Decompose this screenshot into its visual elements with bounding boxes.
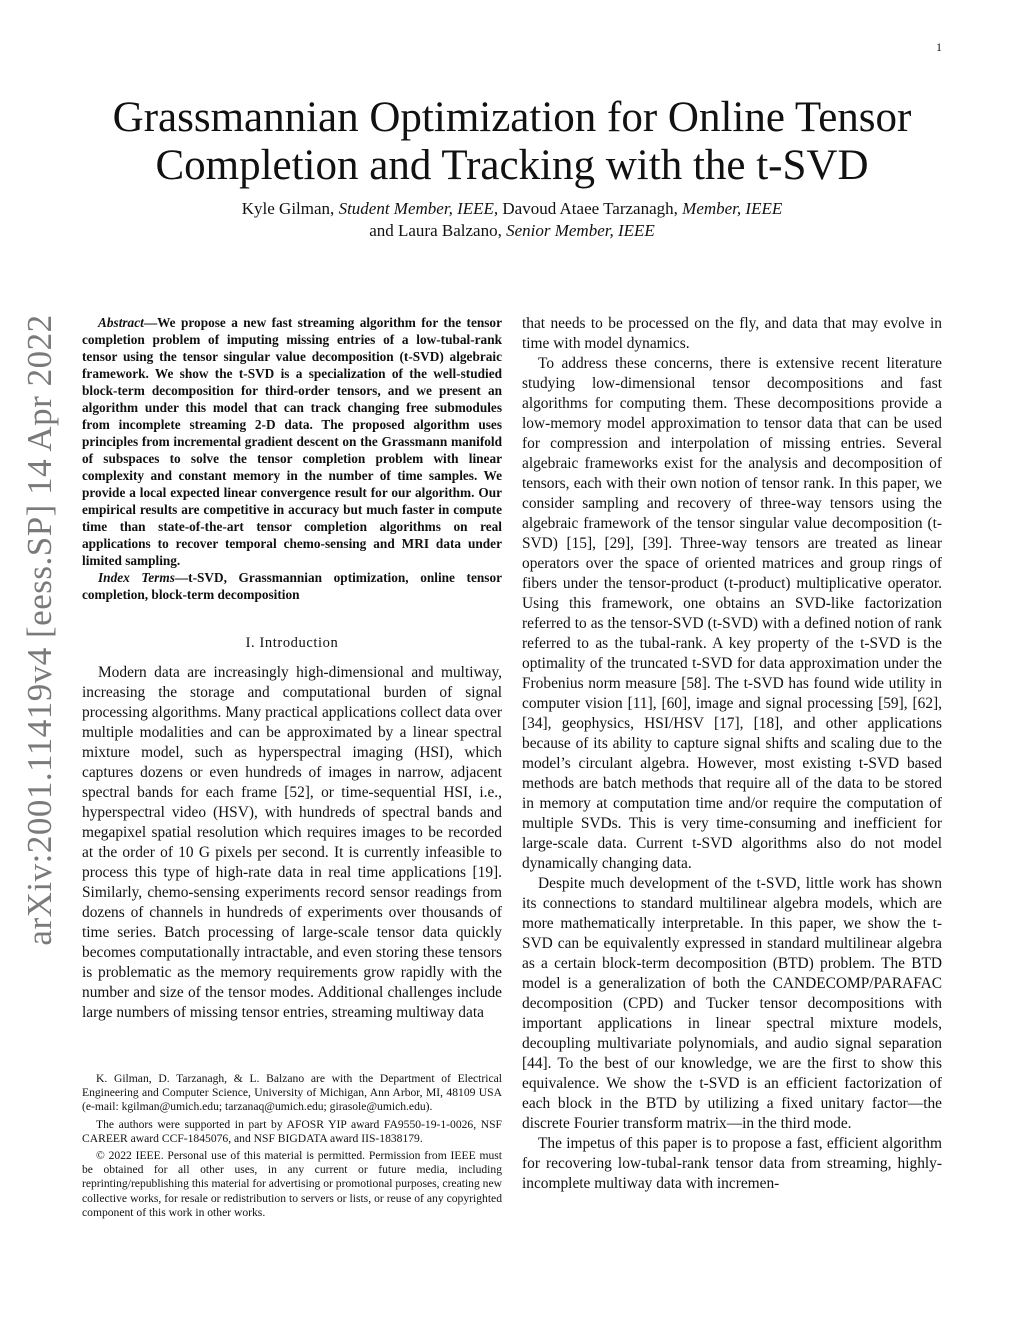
page-number: 1 — [936, 40, 942, 54]
footnote-affiliation: K. Gilman, D. Tarzanagh, & L. Balzano are with the Department of Electrical Engineering and Computer Science, University of Michigan, Ann Arbor, MI, 48109 USA (e-mail: kgilman@umich.edu; tarzanaq@umich.edu; girasole@umich.edu). — [82, 1072, 502, 1114]
author-line-1 — [100, 198, 924, 220]
abstract — [82, 314, 502, 569]
title-line-1: Grassmannian Optimization for Online Tensor — [112, 94, 912, 141]
paper-title — [100, 94, 924, 190]
author-role-c: Senior Member, IEEE — [506, 221, 655, 240]
intro-paragraph-1-continued: that needs to be processed on the fly, and data that may evolve in time with model dynamics. — [522, 315, 942, 352]
title-line-2: Completion and Tracking with the t-SVD — [155, 142, 869, 189]
intro-paragraph-2: To address these concerns, there is extensive recent literature studying low-dimensional tensor decompositions and fast algorithms for computing them. These decompositions provide a low-memory model approximation to tensor data that can be used for compression and interpolation of missing entries. Several algebraic frameworks exist for the analysis and decomposition of tensors, each with their own notion of tensor rank. In this paper, we consider sampling and recovery of three-way tensors using the algebraic framework of the tensor singular value decomposition (t-SVD) [15], [29], [39]. Three-way tensors are treated as linear operators over the space of oriented matrices and group rings of fibers under the tensor-product (t-product) multiplicative operator. Using this framework, one obtains an SVD-like factorization referred to as the tensor-SVD (t-SVD) with a defined notion of rank referred to as the tubal-rank. A key property of the t-SVD is the optimality of the truncated t-SVD for data approximation under the Frobenius norm measure [58]. The t-SVD has found wide utility in computer vision [11], [60], image and signal processing [59], [62], [34], geophysics, HSI/HSV [17], [18], and other applications because of its ability to capture signal shifts and scaling due to the model’s circulant algebra. However, most existing t-SVD based methods are batch methods that require all of the data to be stored in memory at computation time and/or require the computation of multiple SVDs. This is very time-consuming and inefficient for large-scale data. Current t-SVD algorithms also do not model dynamically changing data. — [522, 355, 942, 872]
author-names-c: and Laura Balzano, — [369, 221, 507, 240]
abstract-text: —We propose a new fast streaming algorithm for the tensor completion problem of imputing missing entries of a low-tubal-rank tensor using the tensor singular value decomposition (t-SVD) algebraic framework. We show the t-SVD is a specialization of the well-studied block-term decomposition for third-order tensors, and we present an algorithm under this model that can track changing free submodules from incomplete streaming 2-D data. The proposed algorithm uses principles from incremental gradient descent on the Grassmann manifold of subspaces to solve the tensor completion problem with linear complexity and constant memory in the number of time samples. We provide a local expected linear convergence result for our algorithm. Our empirical results are competitive in accuracy but much faster in compute time than state-of-the-art tensor completion algorithms on real applications to recover temporal chemo-sensing and MRI data under limited sampling. — [82, 315, 502, 568]
left-column — [82, 314, 502, 1023]
footnotes — [82, 1072, 502, 1223]
section-heading-introduction: I. Introduction — [245, 635, 339, 651]
index-terms — [82, 569, 502, 603]
right-column — [522, 314, 942, 1194]
footnote-funding: The authors were supported in part by AFOSR YIP award FA9550-19-1-0026, NSF CAREER award CCF-1845076, and NSF BIGDATA award IIS-1838179. — [82, 1117, 502, 1145]
intro-paragraph-3: Despite much development of the t-SVD, little work has shown its connections to standard multilinear algebra models, which are more mathematically interpretable. In this paper, we show the t-SVD can be equivalently expressed in standard multilinear algebra as a certain block-term decomposition (BTD) problem. The BTD model is a generalization of both the CANDECOMP/PARAFAC decomposition (CPD) and Tucker tensor decompositions with important applications in linear spectral mixture models, decoupling multivariate polynomials, and audio signal separation [44]. To the best of our knowledge, we are the first to show this equivalence. We show the t-SVD is an efficient factorization of each block in the BTD by utilizing a fixed unitary factor—the discrete Fourier transform matrix—in the third mode. — [522, 875, 942, 1132]
author-line-2 — [100, 220, 924, 242]
abstract-label: Abstract — [98, 315, 144, 330]
author-names-a: Kyle Gilman, — [241, 199, 339, 218]
intro-paragraph-1: Modern data are increasingly high-dimensional and multiway, increasing the storage and computational burden of signal processing algorithms. Many practical applications collect data over multiple modalities and can be approximated by a linear spectral mixture model, such as hyperspectral imaging (HSI), which captures dozens or even hundreds of images in narrow, adjacent spectral bands for each frame [52], or time-sequential HSI, i.e., hyperspectral video (HSV), with hundreds of spectral bands and megapixel spatial resolution which requires images to be recorded at the order of 10 G pixels per second. It is currently infeasible to process this type of high-rate data in real time applications [19]. Similarly, chemo-sensing experiments record sensor readings from dozens of channels in hundreds of experiments over thousands of time series. Batch processing of large-scale tensor data quickly becomes computationally intractable, and even storing these tensors is problematic as the memory requirements grow rapidly with the number and size of the tensor modes. Additional challenges include large numbers of missing tensor entries, streaming multiway data — [82, 664, 502, 1021]
author-list — [100, 198, 924, 242]
author-role-b: Member, IEEE — [682, 199, 783, 218]
author-names-b: Davoud Ataee Tarzanagh, — [498, 199, 683, 218]
intro-paragraph-4: The impetus of this paper is to propose a fast, efficient algorithm for recovering low-tubal-rank tensor data from streaming, highly-incomplete multiway data with incremen- — [522, 1135, 942, 1192]
author-role-a: Student Member, IEEE, — [338, 199, 499, 218]
index-terms-text: —t-SVD, Grassmannian optimization, online tensor completion, block-term decomposition — [82, 570, 502, 602]
footnote-copyright: © 2022 IEEE. Personal use of this material is permitted. Permission from IEEE must be obtained for all other uses, in any current or future media, including reprinting/republishing this material for advertising or promotional purposes, creating new collective works, for resale or redistribution to servers or lists, or reuse of any copyrighted component of this work in other works. — [82, 1149, 502, 1219]
arxiv-identifier-stamp: arXiv:2001.11419v4 [eess.SP] 14 Apr 2022 — [20, 314, 59, 946]
index-terms-label: Index Terms — [98, 570, 175, 585]
